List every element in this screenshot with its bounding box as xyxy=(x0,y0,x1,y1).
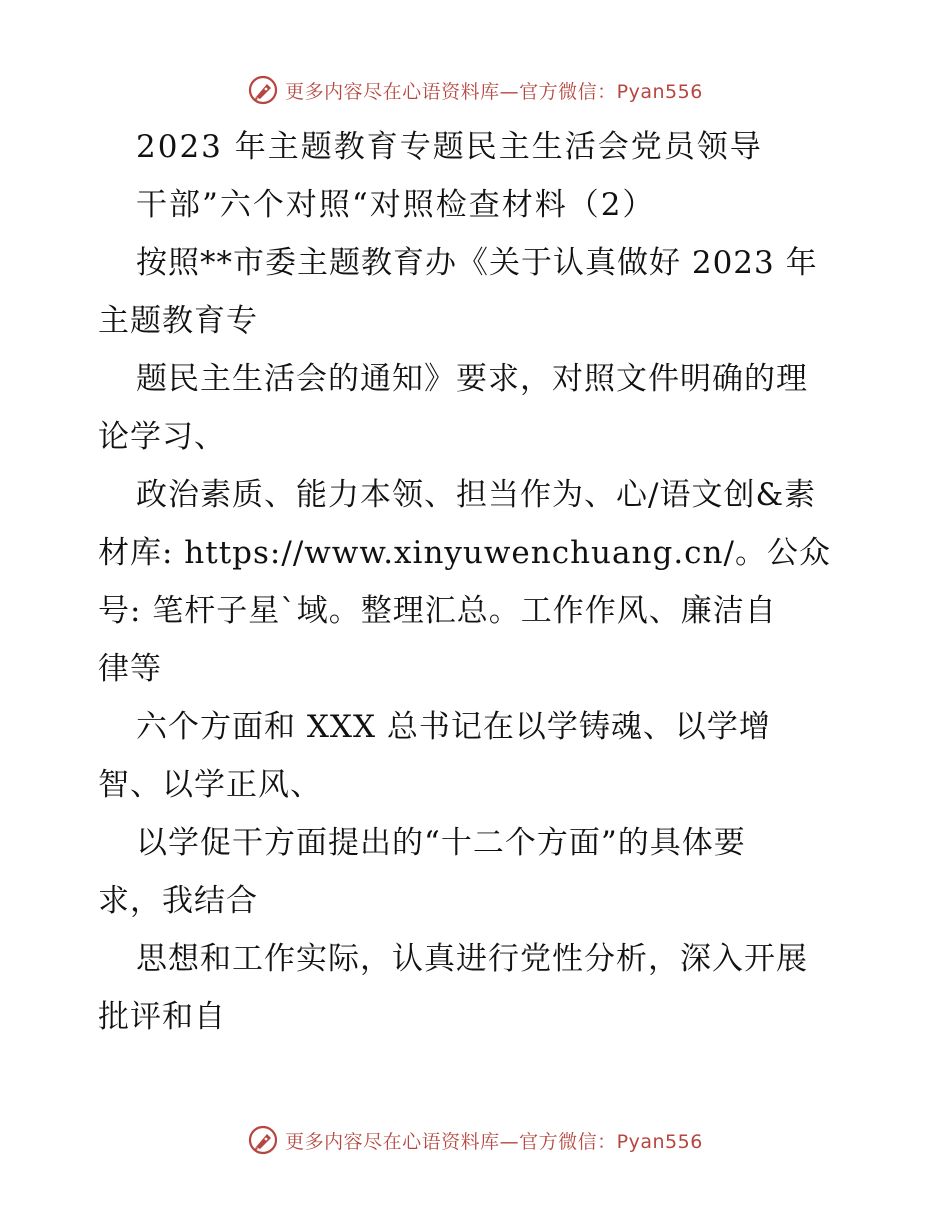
header-banner xyxy=(0,70,950,110)
pen-nib-logo-icon xyxy=(247,1124,279,1156)
document-body xyxy=(98,118,858,1046)
paragraph-line: 求，我结合 xyxy=(98,883,258,919)
paragraph-line: 思想和工作实际，认真进行党性分析，深入开展 xyxy=(136,941,808,977)
document-title-line-1: 2023 年主题教育专题民主生活会党员领导 xyxy=(136,129,763,165)
document-title-line-2: 干部”六个对照“对照检查材料（2） xyxy=(136,187,656,223)
paragraph-line: 以学促干方面提出的“十二个方面”的具体要 xyxy=(136,825,746,861)
header-banner-text: 更多内容尽在心语资料库—官方微信：Pyan556 xyxy=(285,80,703,103)
paragraph-line: 号: 笔杆子星`域。整理汇总。工作作风、廉洁自 xyxy=(98,593,777,629)
paragraph-line: 材库: https://www.xinyuwenchuang.cn/。公众 xyxy=(98,535,831,571)
paragraph-line: 按照**市委主题教育办《关于认真做好 2023 年 xyxy=(136,245,818,281)
paragraph-line: 政治素质、能力本领、担当作为、心/语文创&素 xyxy=(136,477,817,513)
footer-banner xyxy=(0,1120,950,1160)
pen-nib-logo-icon xyxy=(247,74,279,106)
footer-banner-text: 更多内容尽在心语资料库—官方微信：Pyan556 xyxy=(285,1130,703,1153)
paragraph-line: 律等 xyxy=(98,651,162,687)
paragraph-line: 主题教育专 xyxy=(98,303,258,339)
paragraph-line: 智、以学正风、 xyxy=(98,767,322,803)
paragraph-line: 论学习、 xyxy=(98,419,226,455)
paragraph-line: 批评和自 xyxy=(98,999,226,1035)
paragraph-line: 题民主生活会的通知》要求，对照文件明确的理 xyxy=(136,361,808,397)
paragraph-line: 六个方面和 XXX 总书记在以学铸魂、以学增 xyxy=(136,709,771,745)
